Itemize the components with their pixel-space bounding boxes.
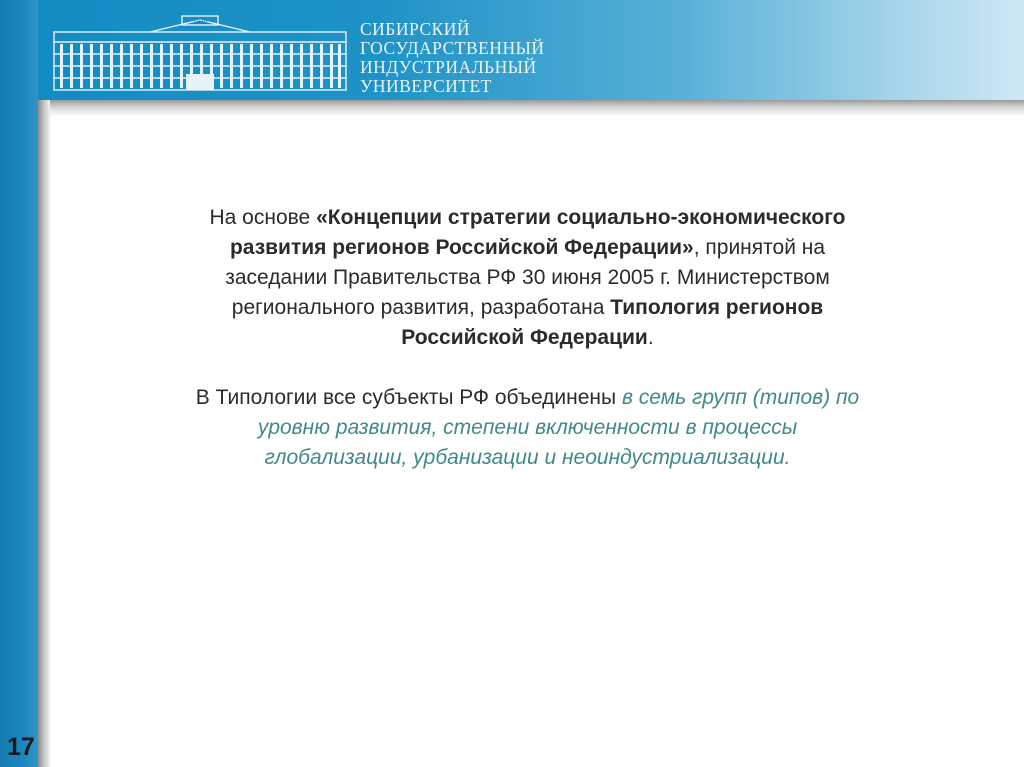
left-accent-bar	[0, 0, 38, 767]
left-shadow	[38, 100, 50, 767]
typology-title: Типология регионов Российской Федерации	[401, 296, 824, 349]
university-name-line-2: ГОСУДАРСТВЕННЫЙ	[360, 38, 545, 58]
university-name-line-1: СИБИРСКИЙ	[360, 19, 471, 39]
logo-year: 1930	[193, 18, 207, 26]
p1-text-1: На основе	[209, 206, 317, 229]
concept-title: «Концепции стратегии социально-экономического развития регионов Российской Федерации»	[229, 206, 846, 259]
university-name-line-3: ИНДУСТРИАЛЬНЫЙ	[360, 57, 537, 77]
header-shadow	[38, 100, 1024, 116]
page-number: 17	[7, 733, 35, 761]
paragraph-concept	[190, 203, 865, 353]
p2-italic-text: в семь групп (типов) по уровню развития, степени включенности в процессы глобализации, урбанизации и неоиндустриализации.	[257, 386, 860, 469]
university-building-logo	[50, 14, 350, 94]
university-name	[360, 20, 545, 96]
p1-text-3: .	[647, 326, 654, 349]
university-name-line-4: УНИВЕРСИТЕТ	[360, 76, 492, 96]
paragraph-typology	[190, 383, 865, 473]
slide-body	[190, 203, 865, 473]
p2-text-1: В Типологии все субъекты РФ объединены	[195, 386, 622, 409]
p1-text-2: , принятой на заседании Правительства РФ 30 июня 2005 г. Министерством регионального развития, разработана	[225, 236, 830, 319]
